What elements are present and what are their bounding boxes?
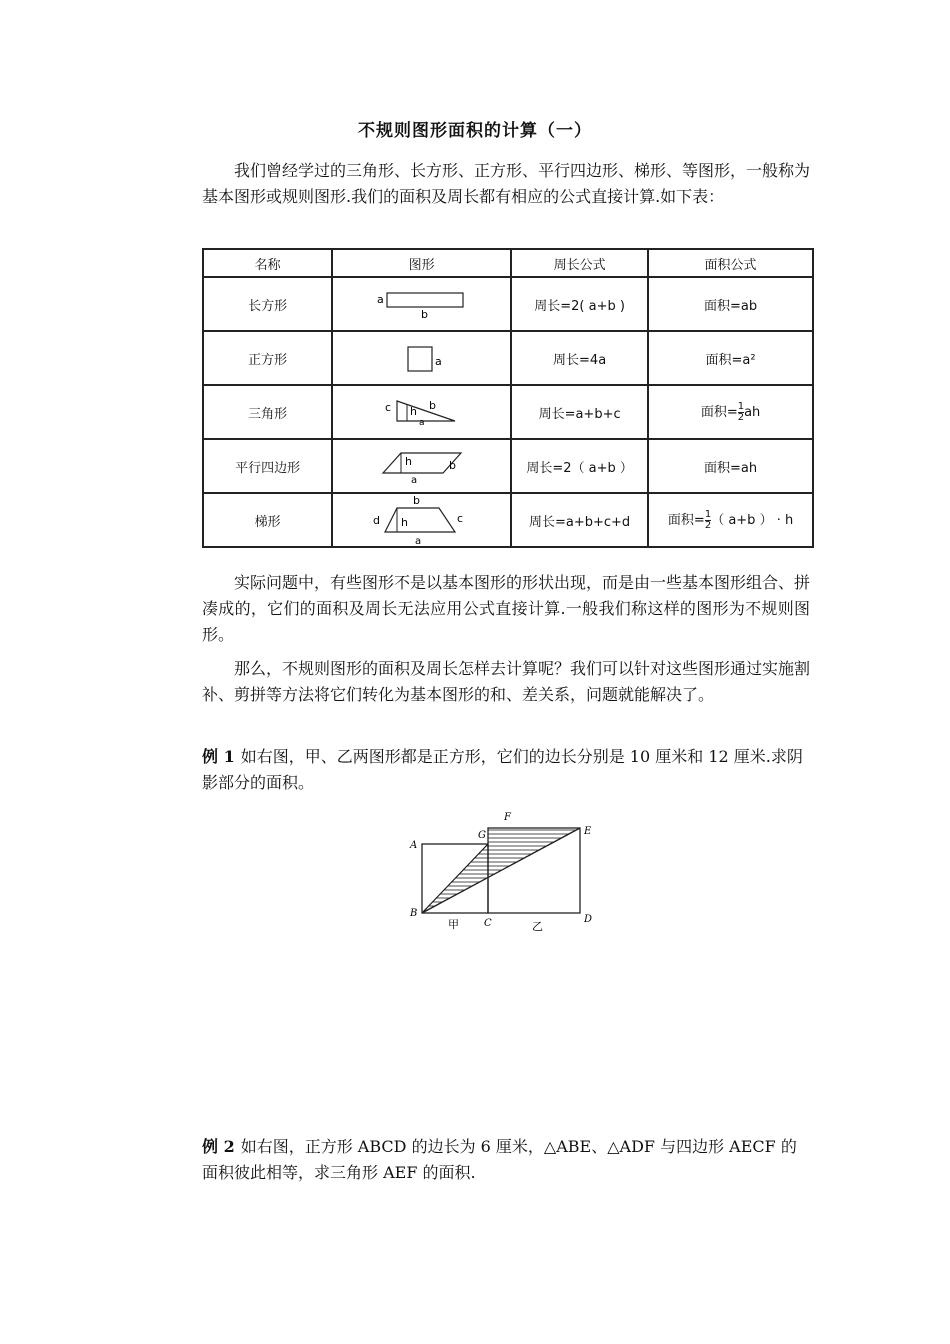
shape-label: c (456, 512, 463, 525)
area-formula: 面积= $\frac{1}{2}$ （ a+b ） · h (648, 493, 813, 547)
perimeter-formula: 周长=a+b+c (511, 385, 648, 439)
area-formula: 面积= $\frac{1}{2}$ ah (648, 385, 813, 439)
example-text: 如右图，甲、乙两图形都是正方形，它们的边长分别是 10 厘米和 12 厘米.求阴影部分的面积。 (202, 747, 803, 792)
row-name: 长方形 (203, 277, 332, 331)
example-2 (202, 1134, 810, 1186)
shape-label: a (434, 355, 442, 368)
example-1 (202, 744, 810, 796)
point-label: A (410, 840, 418, 851)
area-formula: 面积=ab (648, 277, 813, 331)
header-shape: 图形 (332, 249, 511, 277)
irregular-shapes-paragraph: 实际问题中，有些图形不是以基本图形的形状出现，而是由一些基本图形组合、拼凑成的，它们的面积及周长无法应用公式直接计算.一般我们称这样的图形为不规则图形。 (202, 573, 811, 644)
row-name: 三角形 (203, 385, 332, 439)
point-label: C (484, 918, 492, 929)
fraction-half: $\frac{1}{2}$ (704, 509, 712, 531)
table-row (203, 439, 813, 493)
intro-paragraph: 我们曾经学过的三角形、长方形、正方形、平行四边形、梯形、等图形，一般称为基本图形或规则图形.我们的面积及周长都有相应的公式直接计算.如下表： (202, 161, 811, 206)
rectangle-shape (332, 277, 511, 331)
point-label: F (504, 812, 511, 823)
shape-label: c (384, 401, 391, 414)
example-1-figure (404, 808, 604, 938)
table-row (203, 385, 813, 439)
point-label: D (584, 914, 593, 925)
row-name: 梯形 (203, 493, 332, 547)
method-paragraph: 那么，不规则图形的面积及周长怎样去计算呢？我们可以针对这些图形通过实施割补、剪拼等方法将它们转化为基本图形的和、差关系，问题就能解决了。 (202, 659, 811, 704)
triangle-shape (332, 385, 511, 439)
square-shape (332, 331, 511, 385)
header-perimeter: 周长公式 (511, 249, 648, 277)
table-header-row (203, 249, 813, 277)
shape-label: b (412, 494, 420, 507)
formula-table (202, 248, 814, 548)
row-name: 平行四边形 (203, 439, 332, 493)
point-label: G (478, 830, 486, 841)
page-title: 不规则图形面积的计算（一） (358, 121, 592, 141)
trapezoid-shape (332, 493, 511, 547)
area-formula: 面积=ah (648, 439, 813, 493)
shape-label: h (404, 455, 412, 468)
shape-label: d (372, 514, 380, 527)
shape-label: h (400, 516, 408, 529)
area-formula: 面积=a² (648, 331, 813, 385)
shape-label: b (448, 459, 456, 472)
table-row (203, 331, 813, 385)
shape-label: a (410, 475, 417, 485)
figure-caption: 甲 (448, 918, 459, 931)
point-label: B (410, 908, 418, 919)
perimeter-formula: 周长=2( a+b ) (511, 277, 648, 331)
shape-label: b (428, 399, 436, 412)
row-name: 正方形 (203, 331, 332, 385)
shape-label: a (418, 418, 425, 428)
perimeter-formula: 周长=4a (511, 331, 648, 385)
table-row (203, 277, 813, 331)
example-label: 例 2 (202, 1137, 235, 1156)
parallelogram-shape (332, 439, 511, 493)
point-label: E (584, 826, 592, 837)
header-name: 名称 (203, 249, 332, 277)
shape-label: a (414, 536, 421, 546)
example-label: 例 1 (202, 747, 235, 766)
figure-caption: 乙 (532, 920, 543, 933)
shape-label: b (420, 308, 428, 319)
perimeter-formula: 周长=a+b+c+d (511, 493, 648, 547)
header-area: 面积公式 (648, 249, 813, 277)
perimeter-formula: 周长=2（ a+b ） (511, 439, 648, 493)
shape-label: a (376, 293, 384, 306)
fraction-half: $\frac{1}{2}$ (737, 401, 745, 423)
example-text: 如右图，正方形 ABCD 的边长为 6 厘米，△ABE、△ADF 与四边形 AECF 的面积彼此相等，求三角形 AEF 的面积. (202, 1137, 797, 1182)
shape-label: h (409, 405, 417, 418)
table-row (203, 493, 813, 547)
